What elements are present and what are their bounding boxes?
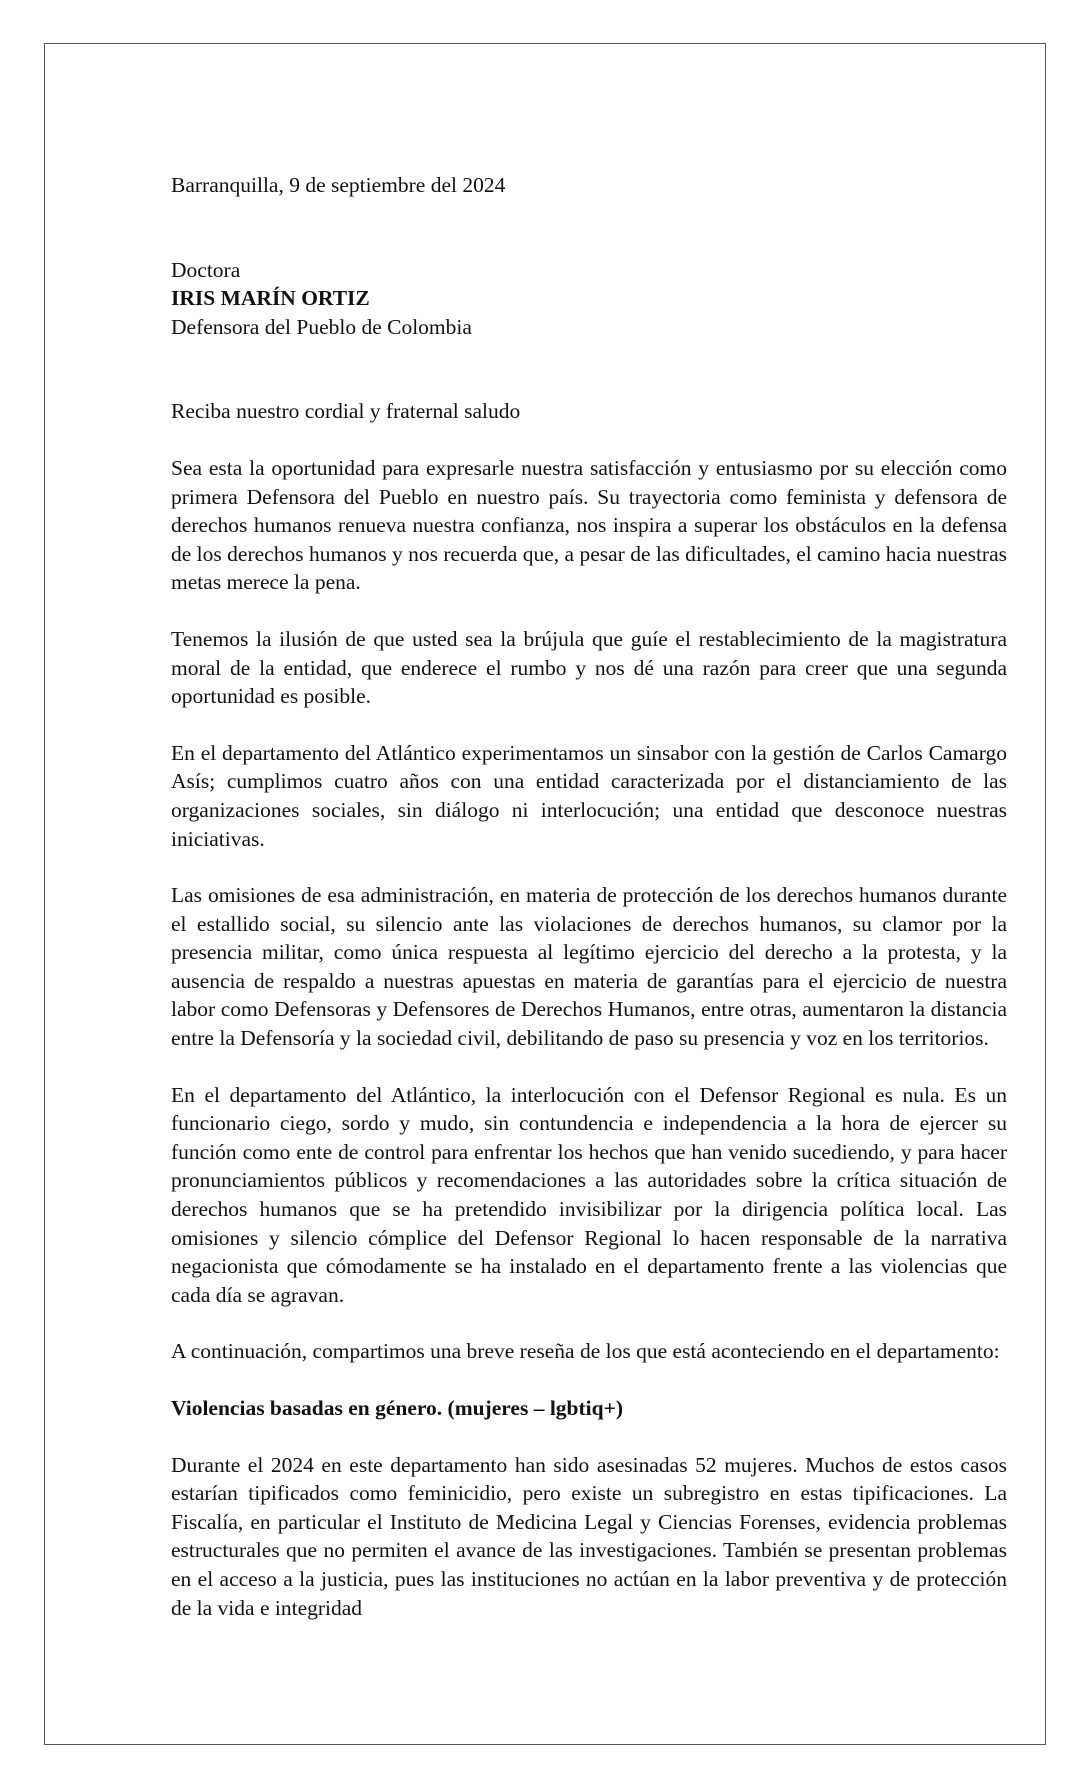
paragraph-2: Tenemos la ilusión de que usted sea la brújula que guíe el restablecimiento de la magistratura moral de la entidad, que enderece el rumbo y nos dé una razón para creer que una segunda oportunidad es posible. — [171, 626, 1007, 709]
recipient-title: Doctora — [171, 257, 241, 282]
paragraph-4: Las omisiones de esa administración, en materia de protección de los derechos humanos durante el estallido social, su silencio ante las violaciones de derechos humanos, su clamor por la presencia militar, como única respuesta al legítimo ejercicio del derecho a la protesta, y la ausencia de respaldo a nuestras apuestas en materia de garantías para el ejercicio de nuestra labor como Defensoras y Defensores de Derechos Humanos, entre otras, aumentaron la distancia entre la Defensoría y la sociedad civil, debilitando de paso su presencia y voz en los territorios. — [171, 883, 1007, 1051]
spacer — [171, 1423, 1007, 1451]
spacer — [171, 1309, 1007, 1337]
spacer — [171, 597, 1007, 625]
spacer — [171, 341, 1007, 397]
greeting: Reciba nuestro cordial y fraternal saludo — [171, 399, 521, 424]
recipient-name: IRIS MARÍN ORTIZ — [171, 286, 370, 311]
letter-body — [171, 171, 1007, 1622]
date-line: Barranquilla, 9 de septiembre del 2024 — [171, 173, 506, 197]
spacer — [171, 426, 1007, 454]
spacer — [171, 200, 1007, 256]
paragraph-1: Sea esta la oportunidad para expresarle nuestra satisfacción y entusiasmo por su elección como primera Defensora del Pueblo en nuestro país. Su trayectoria como feminista y defensora de derechos humanos renueva nuestra confianza, nos inspira a superar los obstáculos en la defensa de los derechos humanos y nos recuerda que, a pesar de las dificultades, el camino hacia nuestras metas merece la pena. — [171, 455, 1007, 595]
paragraph-5: En el departamento del Atlántico, la interlocución con el Defensor Regional es nula. Es un funcionario ciego, sordo y mudo, sin contundencia e independencia a la hora de ejercer su función como ente de control para enfrentar los hechos que han venido sucediendo, y para hacer pronunciamientos públicos y recomendaciones a las autoridades sobre la crítica situación de derechos humanos que se ha pretendido invisibilizar por la dirigencia política local. Las omisiones y silencio cómplice del Defensor Regional lo hacen responsable de la narrativa negacionista que cómodamente se ha instalado en el departamento frente a las violencias que cada día se agravan. — [171, 1082, 1007, 1307]
spacer — [171, 711, 1007, 739]
paragraph-3: En el departamento del Atlántico experimentamos un sinsabor con la gestión de Carlos Camargo Asís; cumplimos cuatro años con una entidad caracterizada por el distanciamiento de las organizaciones sociales, sin diálogo ni interlocución; una entidad que desconoce nuestras iniciativas. — [171, 740, 1007, 851]
spacer — [171, 1366, 1007, 1394]
paragraph-6: A continuación, compartimos una breve reseña de los que está aconteciendo en el departamento: — [171, 1339, 1000, 1364]
document-page — [44, 43, 1046, 1745]
spacer — [171, 853, 1007, 881]
recipient-position: Defensora del Pueblo de Colombia — [171, 314, 472, 339]
section-paragraph: Durante el 2024 en este departamento han sido asesinadas 52 mujeres. Muchos de estos casos estarían tipificados como feminicidio, pero existe un subregistro en estas tipificaciones. La Fiscalía, en particular el Instituto de Medicina Legal y Ciencias Forenses, evidencia problemas estructurales que no permiten el avance de las investigaciones. También se presentan problemas en el acceso a la justicia, pues las instituciones no actúan en la labor preventiva y de protección de la vida e integridad — [171, 1452, 1007, 1620]
spacer — [171, 1053, 1007, 1081]
section-heading: Violencias basadas en género. (mujeres – lgbtiq+) — [171, 1396, 624, 1420]
